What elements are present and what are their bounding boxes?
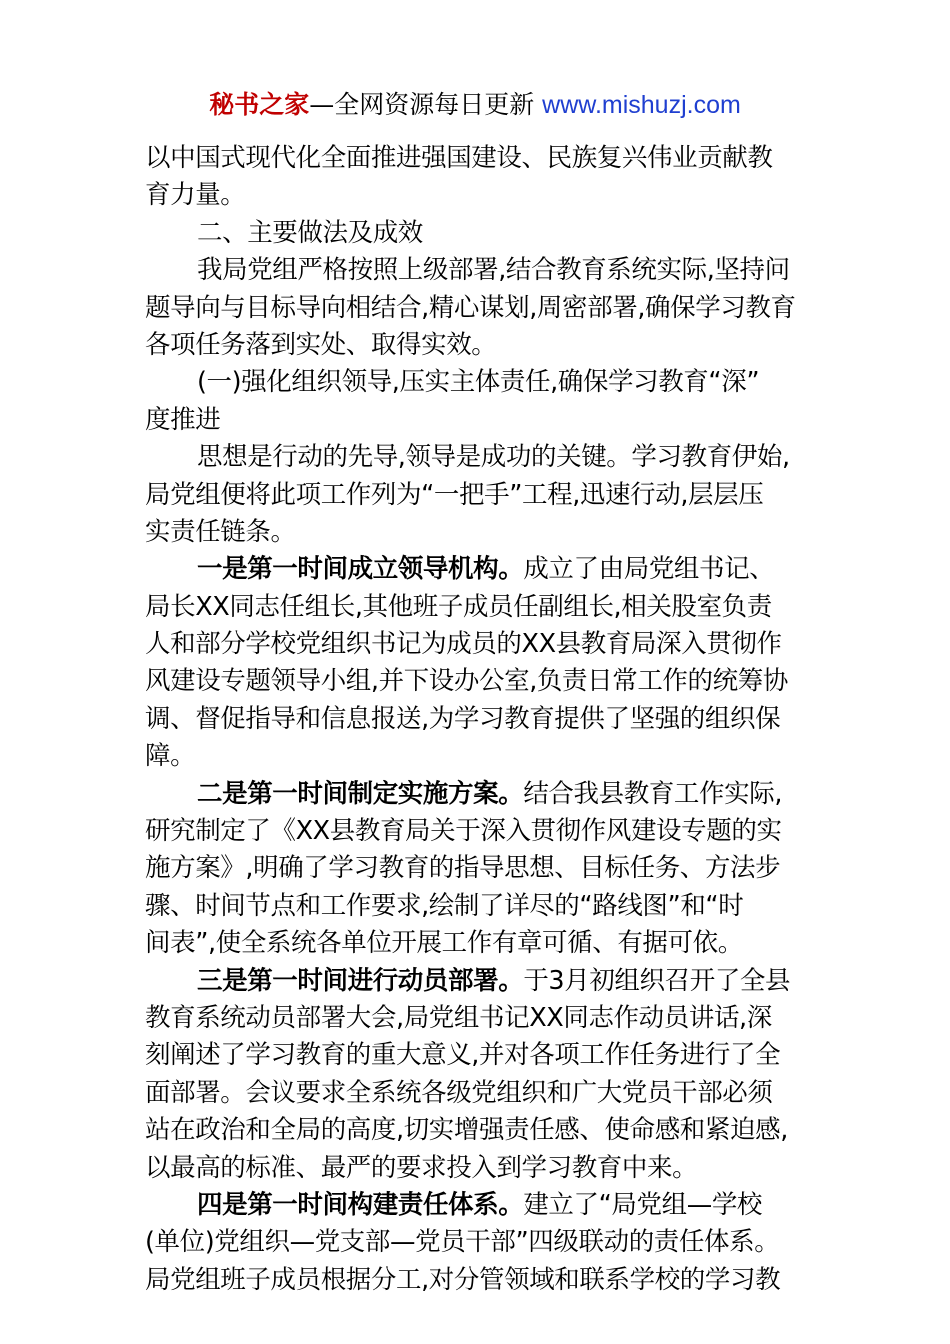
bold-lead: 二是第一时间制定实施方案。 bbox=[197, 778, 524, 809]
text-line: 二是第一时间制定实施方案。结合我县教育工作实际, bbox=[197, 778, 783, 809]
subsection-heading: (一)强化组织领导,压实主体责任,确保学习教育“深” bbox=[197, 367, 760, 398]
text-line: 思想是行动的先导,领导是成功的关键。学习教育伊始, bbox=[197, 442, 790, 473]
text-line: 以中国式现代化全面推进强国建设、民族复兴伟业贡献教 bbox=[145, 143, 773, 173]
text-line: 站在政治和全局的高度,切实增强责任感、使命感和紧迫感, bbox=[145, 1115, 788, 1146]
page-header bbox=[0, 88, 950, 122]
text-line: 实责任链条。 bbox=[145, 516, 296, 547]
text-line: (单位)党组织—党支部—党员干部”四级联动的责任体系。 bbox=[145, 1227, 780, 1258]
text-line: 障。 bbox=[145, 741, 196, 772]
bold-lead: 四是第一时间构建责任体系。 bbox=[197, 1189, 524, 1220]
text-line: 一是第一时间成立领导机构。成立了由局党组书记、 bbox=[197, 554, 775, 585]
section-heading: 二、主要做法及成效 bbox=[197, 217, 423, 248]
text-line: 风建设专题领导小组,并下设办公室,负责日常工作的统筹协 bbox=[145, 666, 788, 697]
text-line: 面部署。会议要求全系统各级党组织和广大党员干部必须 bbox=[145, 1077, 773, 1108]
text-line: 人和部分学校党组织书记为成员的XX县教育局深入贯彻作 bbox=[145, 629, 782, 660]
text-line: 骤、时间节点和工作要求,绘制了详尽的“路线图”和“时 bbox=[145, 890, 744, 921]
text-line: 局党组便将此项工作列为“一把手”工程,迅速行动,层层压 bbox=[145, 479, 764, 510]
header-url[interactable]: www.mishuzj.com bbox=[542, 91, 741, 119]
text-line: 我局党组严格按照上级部署,结合教育系统实际,坚持问 bbox=[197, 255, 790, 286]
header-brand: 秘书之家 bbox=[209, 90, 310, 119]
text-line: 三是第一时间进行动员部署。于3月初组织召开了全县 bbox=[197, 965, 791, 996]
text-line: 调、督促指导和信息报送,为学习教育提供了坚强的组织保 bbox=[145, 703, 781, 734]
text-line: 研究制定了《XX县教育局关于深入贯彻作风建设专题的实 bbox=[145, 816, 782, 847]
text-line: 各项任务落到实处、取得实效。 bbox=[145, 329, 497, 360]
text-line: 教育系统动员部署大会,局党组书记XX同志作动员讲话,深 bbox=[145, 1002, 772, 1033]
text-line: 育力量。 bbox=[145, 180, 246, 211]
text-line: 刻阐述了学习教育的重大意义,并对各项工作任务进行了全 bbox=[145, 1040, 781, 1071]
document-body bbox=[145, 140, 809, 1299]
text-line: 四是第一时间构建责任体系。建立了“局党组—学校 bbox=[197, 1189, 763, 1220]
text-line: 局长XX同志任组长,其他班子成员任副组长,相关股室负责 bbox=[145, 591, 772, 622]
subsection-heading-cont: 度推进 bbox=[145, 404, 221, 435]
text-line: 局党组班子成员根据分工,对分管领域和联系学校的学习教 bbox=[145, 1264, 781, 1295]
text-line: 间表”,使全系统各单位开展工作有章可循、有据可依。 bbox=[145, 928, 743, 959]
header-slogan: 全网资源每日更新 bbox=[334, 90, 543, 119]
bold-lead: 三是第一时间进行动员部署。 bbox=[197, 965, 524, 996]
text-line: 以最高的标准、最严的要求投入到学习教育中来。 bbox=[145, 1152, 698, 1183]
text-line: 题导向与目标导向相结合,精心谋划,周密部署,确保学习教育 bbox=[145, 292, 796, 323]
header-dash: — bbox=[309, 90, 335, 119]
bold-lead: 一是第一时间成立领导机构。 bbox=[197, 554, 524, 585]
text-line: 施方案》,明确了学习教育的指导思想、目标任务、方法步 bbox=[145, 853, 781, 884]
